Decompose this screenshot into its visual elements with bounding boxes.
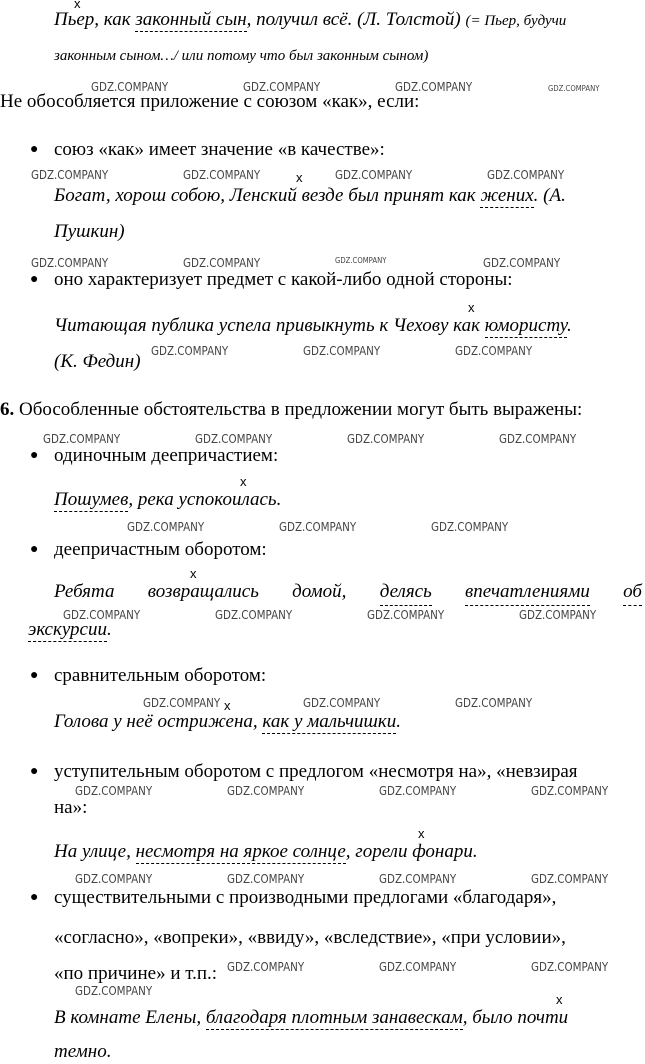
bullet-dot: ● [30,668,39,683]
watermark: GDZ.COMPANY [499,432,577,446]
mark-x: x [556,992,563,1007]
mark-x: x [224,698,231,713]
bullet-item: союз «как» имеет значение «в качестве»: [54,139,385,160]
watermark: GDZ.COMPANY [215,608,293,622]
watermark: GDZ.COMPANY [227,960,305,974]
underlined-phrase: юмористу [484,315,567,336]
bullet-dot: ● [30,542,39,557]
underlined-phrase: делясь [380,580,432,606]
example-pushkin-line1: Богат, хорош собою, Ленский везде был принят как жених. (А. [54,185,566,206]
watermark: GDZ.COMPANY [379,872,457,886]
bullet-item: одиночным деепричастием: [54,445,279,466]
bullet-item-continued: «по причине» и т.п.: [54,963,218,984]
bullet-dot: ● [30,272,39,287]
bullet-dot: ● [30,764,39,779]
bullet-dot: ● [30,890,39,905]
mark-x: x [190,566,197,581]
watermark: GDZ.COMPANY [63,608,141,622]
watermark: GDZ.COMPANY [531,784,609,798]
mark-x: x [74,0,81,11]
mark-x: x [418,826,425,841]
bullet-item: оно характеризует предмет с какой-либо одной стороны: [54,269,513,290]
underlined-phrase: экскурсии [28,619,107,640]
underlined-phrase: Пошумев [54,489,129,510]
watermark: GDZ.COMPANY [183,168,261,182]
example-participle-line1: Ребята возвращались домой, делясь впечатлениями об [54,580,642,606]
watermark: GDZ.COMPANY [379,960,457,974]
watermark: GDZ.COMPANY [31,256,109,270]
bullet-item: сравнительным оборотом: [54,665,267,686]
watermark: GDZ.COMPANY [379,784,457,798]
watermark: GDZ.COMPANY [75,784,153,798]
watermark: GDZ.COMPANY [75,872,153,886]
watermark: GDZ.COMPANY [531,960,609,974]
watermark: GDZ.COMPANY [531,872,609,886]
watermark: GDZ.COMPANY [367,608,445,622]
rule-heading: Не обособляется приложение с союзом «как», если: [0,91,420,112]
example-fedin-line1: Читающая публика успела привыкнуть к Чехову как юмористу. [54,315,572,336]
example-preposition-line1: В комнате Елены, благодаря плотным занавескам, было почти [54,1007,569,1028]
watermark: GDZ.COMPANY [395,80,473,94]
watermark: GDZ.COMPANY [548,84,600,93]
bullet-item: существительными с производными предлогами «благодаря», [54,887,557,908]
watermark: GDZ.COMPANY [335,256,387,265]
bullet-item: уступительным оборотом с предлогом «несмотря на», «невзирая [54,761,578,782]
example-fedin-line2: (К. Федин) [54,351,141,372]
underlined-phrase: впечатлениями [465,580,590,606]
watermark: GDZ.COMPANY [455,696,533,710]
watermark: GDZ.COMPANY [75,984,153,998]
watermark: GDZ.COMPANY [347,432,425,446]
bullet-item: деепричастным оборотом: [54,539,267,560]
underlined-phrase: несмотря на яркое солнце [135,841,346,862]
watermark: GDZ.COMPANY [151,344,229,358]
bullet-dot: ● [30,142,39,157]
watermark: GDZ.COMPANY [279,520,357,534]
example-tolstoy-line2: законным сыном…/ или потому что был законным сыном) [54,48,429,64]
underlined-phrase: благодаря плотным занавескам [205,1007,463,1028]
section-6-heading: 6. Обособленные обстоятельства в предложении могут быть выражены: [0,399,583,420]
watermark: GDZ.COMPANY [127,520,205,534]
watermark: GDZ.COMPANY [243,80,321,94]
example-comparison: Голова у неё острижена, как у мальчишки. [54,711,402,732]
watermark: GDZ.COMPANY [183,256,261,270]
watermark: GDZ.COMPANY [227,872,305,886]
watermark: GDZ.COMPANY [143,696,221,710]
bullet-item-continued: на»: [54,797,88,818]
watermark: GDZ.COMPANY [227,784,305,798]
example-preposition-line2: темно. [54,1041,112,1062]
watermark: GDZ.COMPANY [335,168,413,182]
mark-x: x [240,474,247,489]
underlined-phrase: как у мальчишки [262,711,397,732]
watermark: GDZ.COMPANY [487,168,565,182]
watermark: GDZ.COMPANY [303,344,381,358]
watermark: GDZ.COMPANY [195,432,273,446]
underlined-phrase: жених [480,185,534,206]
example-concession: На улице, несмотря на яркое солнце, горели фонари. [54,841,478,862]
mark-x: x [468,300,475,315]
underlined-phrase: законный сын [135,9,247,30]
watermark: GDZ.COMPANY [519,608,597,622]
example-gerund: Пошумев, река успокоилась. [54,489,282,510]
watermark: GDZ.COMPANY [431,520,509,534]
watermark: GDZ.COMPANY [43,432,121,446]
example-participle-line2: экскурсии. [28,619,112,640]
underlined-phrase: об [623,580,642,606]
watermark: GDZ.COMPANY [31,168,109,182]
mark-x: x [296,170,303,185]
watermark: GDZ.COMPANY [303,696,381,710]
example-pushkin-line2: Пушкин) [54,221,125,242]
watermark: GDZ.COMPANY [455,344,533,358]
bullet-dot: ● [30,448,39,463]
bullet-item-continued: «согласно», «вопреки», «ввиду», «вследствие», «при условии», [54,927,566,948]
watermark: GDZ.COMPANY [483,256,561,270]
example-tolstoy-line1: Пьер, как законный сын, получил всё. (Л. Толстой) (= Пьер, будучи [54,9,567,30]
watermark: GDZ.COMPANY [91,80,169,94]
